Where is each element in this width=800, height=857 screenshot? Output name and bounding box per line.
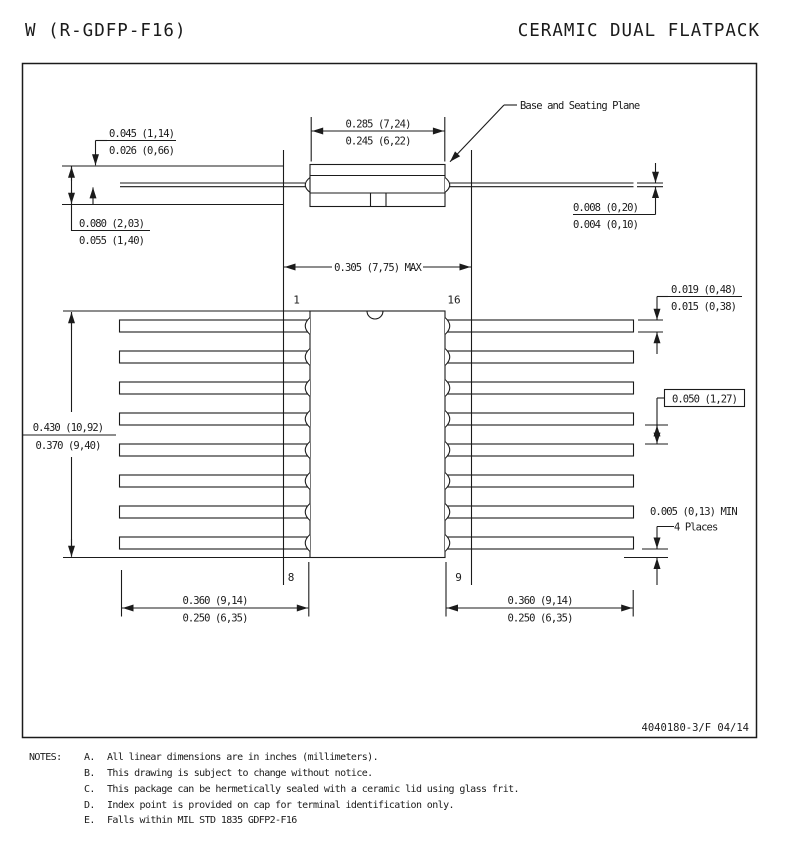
dim-text: 0.360 (9,14): [182, 595, 248, 607]
lead: [120, 506, 311, 518]
dim-text: 0.305 (7,75) MAX: [334, 262, 421, 274]
lead: [445, 413, 634, 425]
lead-fillets-left: [305, 318, 310, 552]
note-letter: A.: [84, 752, 95, 763]
lead: [120, 351, 311, 363]
dim-text: 0.004 (0,10): [572, 219, 638, 231]
leader-line: [72, 205, 77, 231]
dim-text: 0.430 (10,92): [32, 422, 104, 434]
dim-cap-width: [311, 117, 445, 162]
dim-lead-thickness: [573, 163, 663, 231]
dim-body-thickness: [72, 167, 151, 248]
lead: [445, 506, 634, 518]
dim-text: 0.008 (0,20): [572, 202, 638, 214]
pin-label-16: 16: [447, 293, 461, 307]
lead: [120, 537, 311, 549]
dim-text: 0.360 (9,14): [507, 595, 573, 607]
dim-lead-length-left: [122, 562, 309, 625]
lead-side-right: [445, 178, 634, 193]
notes-label: NOTES:: [29, 752, 62, 763]
notes-section: [29, 752, 519, 826]
note-letter: E.: [84, 815, 95, 826]
lead: [445, 444, 634, 456]
leader-arrow: [450, 105, 504, 162]
note-text: This drawing is subject to change without notice.: [107, 768, 373, 779]
dim-text: 0.285 (7,24): [345, 118, 411, 131]
package-type-title: CERAMIC DUAL FLATPACK: [517, 21, 760, 41]
note-text: All linear dimensions are in inches (millimeters).: [107, 752, 379, 763]
callout-text: Base and Seating Plane: [520, 100, 640, 112]
dim-lead-width: [638, 284, 742, 354]
plan-view: [22, 284, 745, 625]
dim-text: 0.245 (6,22): [345, 135, 411, 148]
lead: [445, 382, 634, 394]
lead: [445, 475, 634, 487]
dim-text: 0.005 (0,13) MIN: [650, 506, 737, 518]
note-letter: C.: [84, 784, 95, 795]
lead-side-left: [120, 178, 310, 193]
side-view: [62, 100, 663, 585]
index-notch: [367, 311, 383, 319]
lead: [445, 351, 634, 363]
lead: [120, 413, 311, 425]
pin-label-1: 1: [293, 293, 300, 307]
lead-fillets-right: [445, 318, 450, 552]
body-outline: [310, 165, 445, 207]
dim-text: 0.019 (0,48): [671, 284, 737, 296]
dim-lead-pitch: [645, 390, 745, 445]
package-body-plan: [310, 311, 445, 558]
note-text: Falls within MIL STD 1835 GDFP2-F16: [107, 815, 297, 826]
note-text: Index point is provided on cap for terminal identification only.: [107, 800, 454, 811]
dim-body-length: [22, 312, 116, 557]
dim-text: 0.370 (9,40): [35, 440, 101, 452]
dim-text: 0.026 (0,66): [109, 145, 175, 157]
lead: [120, 320, 311, 332]
base-plane-callout: [450, 100, 640, 162]
dim-overall-span: [284, 262, 471, 274]
dim-text: 0.050 (1,27): [671, 393, 738, 406]
lead-fillet: [445, 178, 450, 193]
dim-clearance: [624, 506, 737, 585]
note-letter: B.: [84, 768, 95, 779]
dim-text: 0.015 (0,38): [671, 301, 737, 313]
lead: [445, 537, 634, 549]
dim-text: 0.080 (2,03): [79, 218, 145, 230]
leads-left: [120, 320, 311, 549]
dim-text: 0.045 (1,14): [109, 128, 175, 140]
pin-label-8: 8: [287, 571, 295, 584]
doc-reference: 4040180-3/F 04/14: [641, 722, 749, 734]
dim-text: 4 Places: [674, 521, 718, 534]
leads-right: [445, 320, 634, 549]
lead: [120, 444, 311, 456]
lead: [120, 475, 311, 487]
dim-lead-length-right: [446, 562, 633, 625]
lead-fillet: [305, 178, 310, 193]
dim-text: 0.250 (6,35): [182, 612, 248, 625]
lead: [120, 382, 311, 394]
note-text: This package can be hermetically sealed with a ceramic lid using glass frit.: [107, 784, 519, 795]
page-title: W (R-GDFP-F16): [25, 21, 187, 41]
lead: [445, 320, 634, 332]
package-body-side: [310, 165, 445, 207]
dim-text: 0.055 (1,40): [79, 235, 145, 247]
note-letter: D.: [84, 800, 95, 811]
pin-label-9: 9: [455, 571, 462, 584]
dim-text: 0.250 (6,35): [507, 612, 573, 625]
